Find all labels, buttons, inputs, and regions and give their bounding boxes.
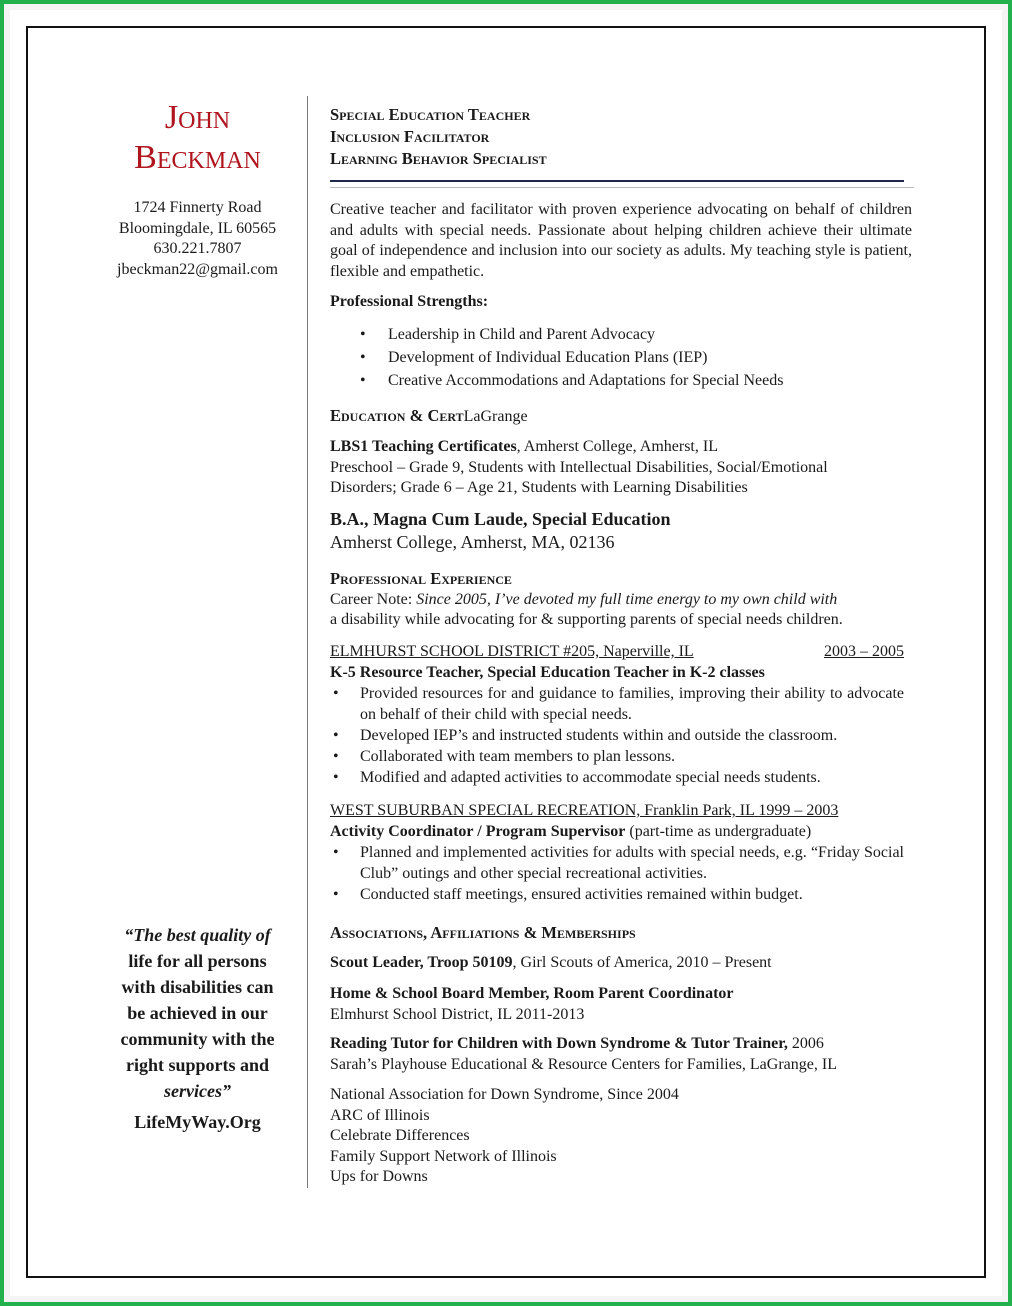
position-note: (part-time as undergraduate) xyxy=(625,822,812,840)
website-text: LifeMyWay.Org xyxy=(134,1112,261,1132)
scout-role: Scout Leader, Troop 50109 xyxy=(330,954,513,971)
employer-row xyxy=(330,642,904,663)
organizations-list xyxy=(330,1085,912,1188)
contact-block xyxy=(95,198,300,281)
quote-line: be achieved in our xyxy=(127,1003,268,1023)
education-heading-row xyxy=(330,406,912,428)
degree-block xyxy=(330,508,912,554)
list-item: • Developed IEP’s and instructed students within and outside the classroom. xyxy=(330,725,904,746)
list-item: ARC of Illinois xyxy=(330,1106,430,1124)
list-item: • Collaborated with team members to plan lessons. xyxy=(330,746,904,767)
title-line: Learning Behavior Specialist xyxy=(330,149,547,168)
list-item: Ups for Downs xyxy=(330,1168,428,1185)
degree-school: Amherst College, Amherst, MA, 02136 xyxy=(330,532,615,552)
employment-dates: 1999 – 2003 xyxy=(758,802,839,819)
scout-details: , Girl Scouts of America, 2010 – Present xyxy=(512,954,772,971)
position-title: K-5 Resource Teacher, Special Education Teacher in K-2 classes xyxy=(330,663,765,681)
tutor-entry xyxy=(330,1034,912,1075)
list-item: • Provided resources for and guidance to families, improving their ability to advocate on behalf of their child with special needs. xyxy=(330,683,904,725)
employment-dates: 2003 – 2005 xyxy=(824,643,904,660)
career-note-text: Since 2005, I’ve devoted my full time energy to my own child with xyxy=(416,590,838,608)
quote-line: “The best quality of xyxy=(124,925,271,945)
job-entry xyxy=(330,642,904,788)
education-heading: Education & Cert xyxy=(330,406,464,425)
quote-block xyxy=(100,922,295,1104)
quote-line: with disabilities can xyxy=(121,977,274,997)
contact-street: 1724 Finnerty Road xyxy=(133,199,262,216)
cert-school: , Amherst College, Amherst, IL xyxy=(516,438,718,455)
career-note-label: Career Note: xyxy=(330,590,417,608)
education-heading-suffix: LaGrange xyxy=(463,408,528,425)
board-details: Elmhurst School District, IL 2011-2013 xyxy=(330,1005,585,1023)
experience-heading: Professional Experience xyxy=(330,569,512,588)
cert-line: Preschool – Grade 9, Students with Intellectual Disabilities, Social/Emotional xyxy=(330,458,828,476)
strengths-list xyxy=(330,323,912,392)
tutor-details: Sarah’s Playhouse Educational & Resource Centers for Families, LaGrange, IL xyxy=(330,1055,837,1073)
list-item: • Development of Individual Education Plans (IEP) xyxy=(330,346,912,369)
list-item: • Planned and implemented activities for adults with special needs, e.g. “Friday Social Club” outings and other special recreational activities. xyxy=(330,842,904,884)
associations-heading xyxy=(330,923,912,945)
name-first: John xyxy=(164,99,231,136)
strengths-heading: Professional Strengths: xyxy=(330,293,489,310)
job-bullets xyxy=(330,842,904,905)
tutor-year: 2006 xyxy=(787,1035,824,1052)
title-line: Inclusion Facilitator xyxy=(330,127,490,146)
title-line: Special Education Teacher xyxy=(330,105,531,124)
position-title: Activity Coordinator / Program Supervisor xyxy=(330,822,626,840)
header-rule-dark xyxy=(330,180,904,182)
certificates-block xyxy=(330,437,912,499)
job-bullets xyxy=(330,683,904,788)
list-item: Celebrate Differences xyxy=(330,1127,470,1144)
cert-title: LBS1 Teaching Certificates xyxy=(330,438,517,455)
tutor-role: Reading Tutor for Children with Down Syndrome & Tutor Trainer, xyxy=(330,1035,788,1052)
strengths-section xyxy=(330,292,912,392)
employer-name: WEST SUBURBAN SPECIAL RECREATION, Franklin Park, IL xyxy=(330,802,755,819)
contact-phone: 630.221.7807 xyxy=(153,240,242,258)
experience-section xyxy=(330,569,912,631)
quote-line: right supports and xyxy=(125,1055,270,1075)
quote-line: life for all persons xyxy=(128,951,267,971)
list-item: • Conducted staff meetings, ensured activities remained within budget. xyxy=(330,884,904,905)
board-role: Home & School Board Member, Room Parent Coordinator xyxy=(330,985,734,1002)
list-item: • Leadership in Child and Parent Advocacy xyxy=(330,323,912,346)
summary-paragraph: Creative teacher and facilitator with proven experience advocating on behalf of children and adults with special needs. Passionate about helping children achieve their ultimate goal of independence and inclusion into our society as adults. My teaching style is patient, flexible and empathetic. xyxy=(330,201,912,280)
cert-line: Disorders; Grade 6 – Age 21, Students with Learning Disabilities xyxy=(330,479,748,496)
career-note-line: a disability while advocating for & supporting parents of special needs children. xyxy=(330,611,843,628)
contact-city: Bloomingdale, IL 60565 xyxy=(118,219,277,237)
employer-name: ELMHURST SCHOOL DISTRICT #205, Naperville, IL xyxy=(330,643,694,660)
list-item: • Creative Accommodations and Adaptations for Special Needs xyxy=(330,369,912,392)
job-titles xyxy=(330,104,547,170)
quote-line: services” xyxy=(164,1081,231,1101)
board-entry xyxy=(330,984,912,1025)
column-divider xyxy=(307,96,308,1188)
header-rule-light xyxy=(330,187,914,188)
quote-line: community with the xyxy=(120,1029,275,1049)
scout-entry xyxy=(330,953,912,974)
list-item: Family Support Network of Illinois xyxy=(330,1147,557,1165)
job-entry xyxy=(330,801,904,905)
list-item: National Association for Down Syndrome, Since 2004 xyxy=(330,1086,679,1103)
contact-email: jbeckman22@gmail.com xyxy=(117,261,278,279)
name-last: Beckman xyxy=(134,139,261,176)
associations-heading-text: Associations, Affiliations & Memberships xyxy=(330,923,636,942)
employer-row xyxy=(330,801,904,822)
list-item: • Modified and adapted activities to accommodate special needs students. xyxy=(330,767,904,788)
degree-title: B.A., Magna Cum Laude, Special Education xyxy=(330,509,671,529)
